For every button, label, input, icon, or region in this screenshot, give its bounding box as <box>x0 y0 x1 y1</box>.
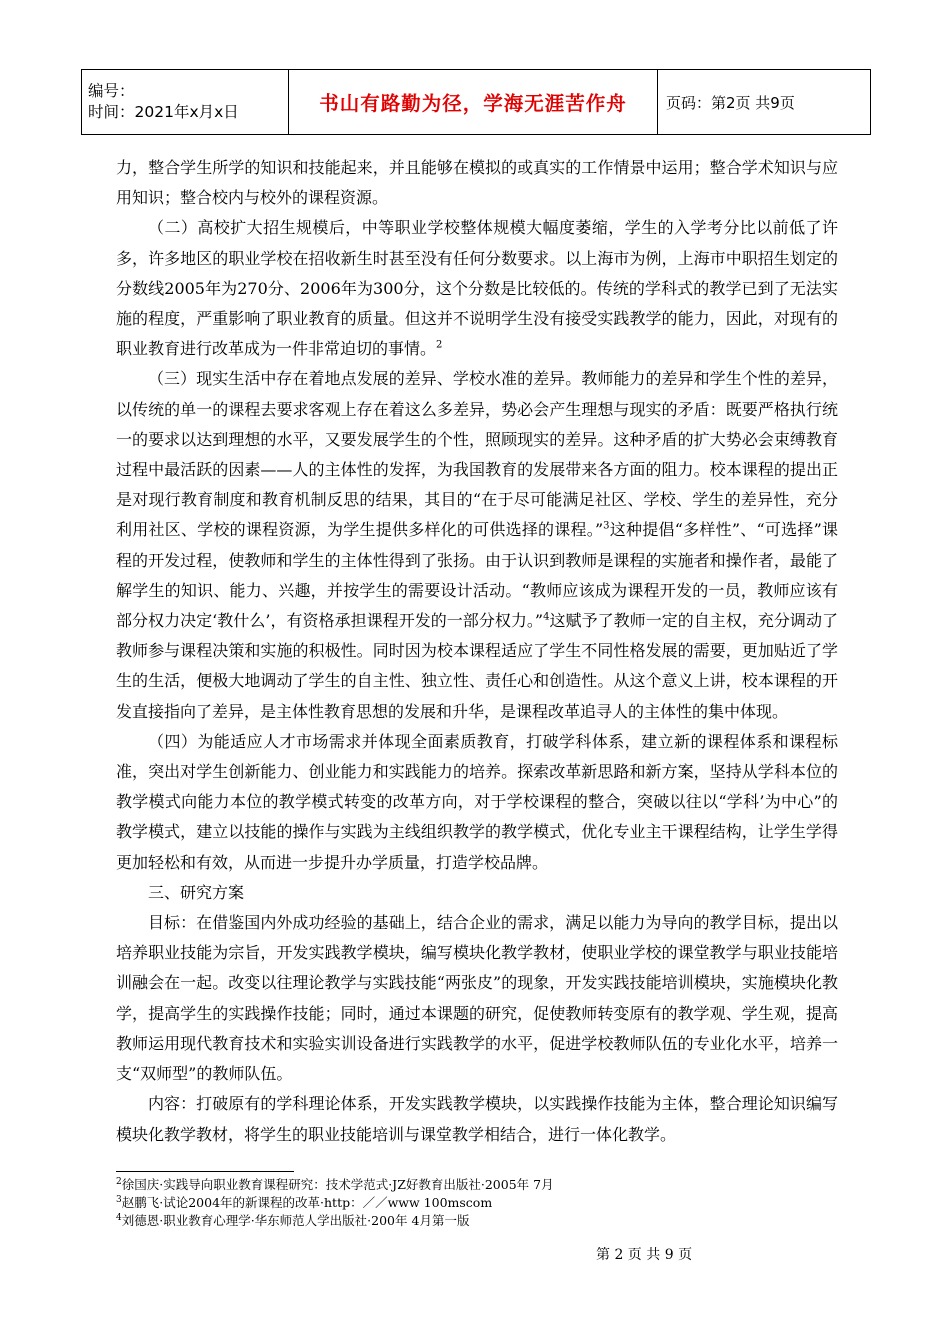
footnote-ref: 4 <box>543 611 550 623</box>
section-heading: 三、研究方案 <box>148 882 245 902</box>
header-meta-cell <box>82 70 289 135</box>
page-footer: 第 2 页 共 9 页 <box>596 1247 693 1263</box>
header-page-number: 页码：第2页 共9页 <box>658 70 871 135</box>
document-header <box>81 69 871 135</box>
paragraph: （二）高校扩大招生规模后，中等职业学校整体规模大幅度萎缩，学生的入学考分比以前低了许多，许多地区的职业学校在招收新生时甚至没有任何分数要求。以上海市为例，上海市中职招生划定的分数线2005年为270分、2006年为300分，这个分数是比较低的。传统的学科式的教学已到了无法实施的程度，严重影响了职业教育的质量。但这并不说明学生没有接受实践教学的能力，因此，对现有的职业教育进行改革成为一件非常迫切的事情。$^2$ <box>116 218 838 359</box>
footnote-divider <box>116 1171 294 1172</box>
paragraph: 力，整合学生所学的知识和技能起来，并且能够在模拟的或真实的工作情景中运用；整合学术知识与应用知识；整合校内与校外的课程资源。 <box>116 158 838 208</box>
motto: 书山有路勤为径，学海无涯苦作舟 <box>289 70 658 135</box>
paragraph: 目标：在借鉴国内外成功经验的基础上，结合企业的需求，满足以能力为导向的教学目标，提出以培养职业技能为宗旨，开发实践教学模块，编写模块化教学教材，使职业学校的课堂教学与职业技能培训融会在一起。改变以往理论教学与实践技能“两张皮”的现象，开发实践技能培训模块，实施模块化教学，提高学生的实践操作技能；同时，通过本课题的研究，促使教师转变原有的教学观、学生观，提高教师运用现代教育技术和实验实训设备进行实践教学的水平，促进学校教师队伍的专业化水平，培养一支“双师型”的教师队伍。 <box>116 913 838 1084</box>
date-label: 时间：2021年x月x日 <box>88 103 239 121</box>
paragraph: （三）现实生活中存在着地点发展的差异、学校水准的差异。教师能力的差异和学生个性的差异，以传统的单一的课程去要求客观上存在着这么多差异，势必会产生理想与现实的矛盾：既要严格执行统一的要求以达到理想的水平，又要发展学生的个性，照顾现实的差异。这种矛盾的扩大势必会束缚教育过程中最活跃的因素——人的主体性的发挥，为我国教育的发展带来各方面的阻力。校本课程的提出正是对现行教育制度和教育机制反思的结果，其目的“在于尽可能满足社区、学校、学生的差异性，充分利用社区、学校的课程资源，为学生提供多样化的可供选择的课程。”$^3$这种提倡“多样性”、“可选择”课程的开发过程，使教师和学生的主体性得到了张扬。由于认识到教师是课程的实施者和操作者，最能了解学生的知识、能力、兴趣，并按学生的需要设计活动。“教师应该成为课程开发的一员，教师应该有部分权力决定‘教什么’，有资格承担课程开发的一部分权力。”$^4$这赋予了教师一定的自主权，充分调动了教师参与课程决策和实施的积极性。同时因为校本课程适应了学生不同性格发展的需要，更加贴近了学生的生活，便极大地调动了学生的自主性、独立性、责任心和创造性。从这个意义上讲，校本课程的开发直接指向了差异，是主体性教育思想的发展和升华，是课程改革追寻人的主体性的集中体现。 <box>116 369 838 721</box>
footnote: $^2$徐国庆·实践导向职业教育课程研究：技术学范式·JZ好教育出版社·2005年 7月 <box>116 1176 554 1192</box>
footnote-ref: 3 <box>603 521 610 533</box>
body-text <box>116 153 838 1150</box>
footnote: $^4$刘德恩·职业教育心理学·华东师范人学出版社·200年 4月第一版 <box>116 1212 470 1228</box>
footnote-ref: 2 <box>436 339 443 351</box>
paragraph: （四）为能适应人才市场需求并体现全面素质教育，打破学科体系，建立新的课程体系和课程标准，突出对学生创新能力、创业能力和实践能力的培养。探索改革新思路和新方案，坚持从学科本位的教学模式向能力本位的教学模式转变的改革方向，对于学校课程的整合，突破以往以“学科’为中心”的教学模式，建立以技能的操作与实践为主线组织教学的教学模式，优化专业主干课程结构，让学生学得更加轻松和有效，从而进一步提升办学质量，打造学校品牌。 <box>116 731 838 872</box>
footnote: $^3$赵鹏飞·试论2004年的新课程的改革·http：／／www 100mscom <box>116 1194 493 1210</box>
footnotes <box>116 1176 554 1230</box>
serial-number-label: 编号： <box>88 82 135 100</box>
paragraph: 内容：打破原有的学科理论体系，开发实践教学模块，以实践操作技能为主体，整合理论知识编写模块化教学教材，将学生的职业技能培训与课堂教学相结合，进行一体化教学。 <box>116 1094 838 1144</box>
